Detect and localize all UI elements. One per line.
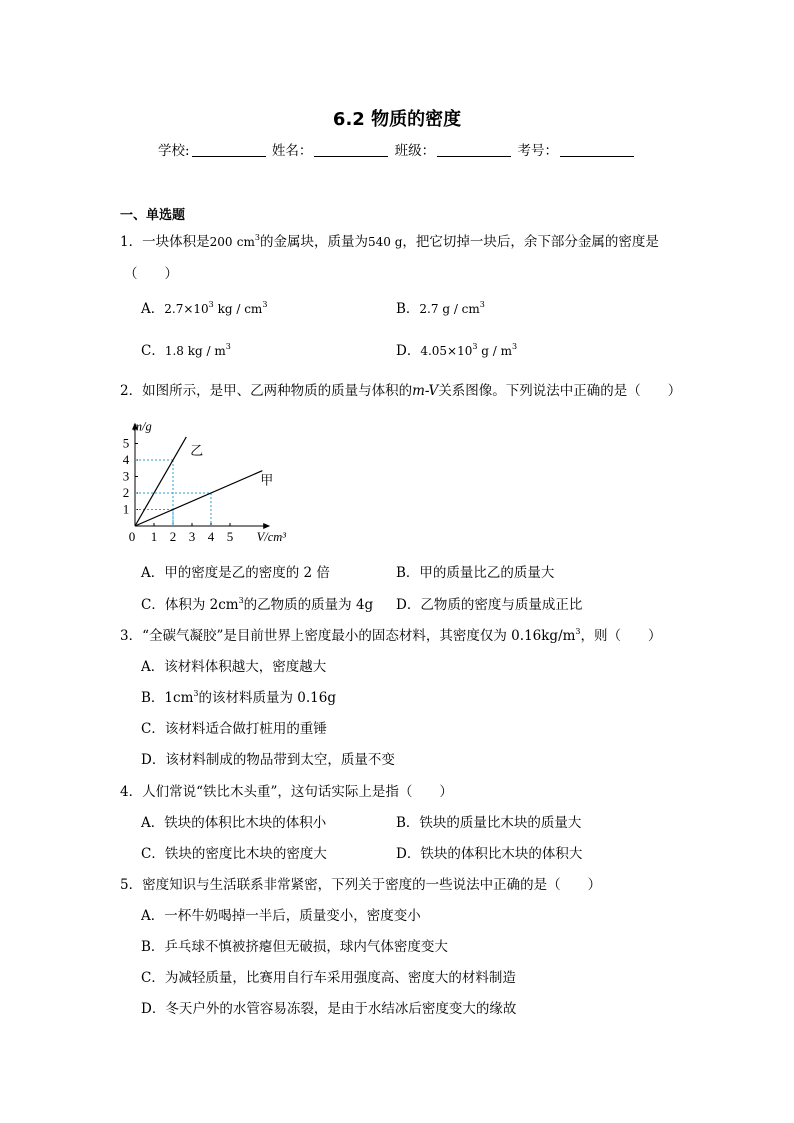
x-tick-label: 1 [150, 529, 158, 544]
school-blank[interactable] [192, 144, 266, 157]
y-tick-label: 1 [122, 501, 130, 517]
q1-option-a[interactable]: A．$2.7\times 10^3$ kg / $cm^3$ [141, 300, 268, 317]
section-heading: 一、单选题 [120, 208, 186, 223]
x-tick-label: 5 [226, 529, 234, 544]
q3-option-c[interactable]: C．该材料适合做打桩用的重锤 [141, 721, 327, 737]
question-1-bracket: （ ） [124, 266, 178, 282]
question-1-stem: 1．一块体积是200 $cm^3$的金属块，质量为540 g，把它切掉一块后，余下部分金属的密度是 [120, 233, 659, 250]
q2-option-c[interactable]: C．体积为 $2cm^3$的乙物质的质量为 4g [141, 596, 374, 613]
student-info-line [0, 139, 794, 159]
school-label: 学校: [158, 143, 190, 159]
question-5-stem: 5．密度知识与生活联系非常紧密，下列关于密度的一些说法中正确的是（ ） [120, 877, 602, 893]
x-tick-label: 0 [128, 529, 136, 544]
q5-option-b[interactable]: B．乒乓球不慎被挤瘪但无破损，球内气体密度变大 [141, 939, 448, 955]
x-tick-label: 3 [188, 529, 196, 544]
q3-option-d[interactable]: D．该材料制成的物品带到太空，质量不变 [141, 752, 395, 768]
mv-graph [115, 410, 300, 550]
y-tick-label: 3 [122, 468, 130, 484]
q1-option-c[interactable]: C．1.8 kg / $m^3$ [141, 342, 231, 359]
x-tick-label: 4 [207, 529, 215, 544]
q3-option-b[interactable]: B．$1cm^3$的该材料质量为 0.16g [141, 689, 336, 706]
q4-option-a[interactable]: A．铁块的体积比木块的体积小 [141, 815, 327, 831]
q5-option-c[interactable]: C．为减轻质量，比赛用自行车采用强度高、密度大的材料制造 [141, 970, 516, 986]
number-blank[interactable] [560, 144, 634, 157]
q4-option-c[interactable]: C．铁块的密度比木块的密度大 [141, 846, 327, 862]
q2-option-d[interactable]: D．乙物质的密度与质量成正比 [396, 597, 583, 613]
x-axis-arrow [263, 523, 270, 529]
y-tick-label: 2 [122, 485, 130, 500]
q5-option-a[interactable]: A．一杯牛奶喝掉一半后，质量变小，密度变小 [141, 908, 421, 924]
number-label: 考号： [517, 143, 558, 159]
y-tick-label: 4 [122, 452, 130, 467]
series-line-jia [135, 471, 262, 526]
series-label-jia: 甲 [260, 472, 274, 488]
page-title: 6.2 物质的密度 [332, 109, 462, 130]
q4-option-b[interactable]: B．铁块的质量比木块的质量大 [396, 815, 582, 831]
q4-option-d[interactable]: D．铁块的体积比木块的体积大 [396, 846, 583, 862]
q1-option-b[interactable]: B．2.7 g / $cm^3$ [396, 300, 485, 317]
q3-option-a[interactable]: A．该材料体积越大，密度越大 [141, 659, 327, 675]
class-label: 班级： [394, 143, 436, 159]
x-axis-label: V/cm³ [256, 530, 287, 544]
name-label: 姓名： [271, 143, 313, 159]
q5-option-d[interactable]: D．冬天户外的水管容易冻裂，是由于水结冰后密度变大的缘故 [141, 1001, 517, 1017]
series-label-yi: 乙 [190, 442, 204, 458]
question-3-stem: 3．“全碳气凝胶”是目前世界上密度最小的固态材料，其密度仅为 $0.16kg/m^3$，则（ ） [120, 627, 662, 644]
name-blank[interactable] [314, 144, 388, 157]
q2-option-b[interactable]: B．甲的质量比乙的质量大 [396, 565, 555, 581]
q1-option-d[interactable]: D．$4.05\times 10^3$ g / $m^3$ [396, 342, 518, 359]
q2-option-a[interactable]: A．甲的密度是乙的密度的 2 倍 [141, 565, 330, 581]
y-tick-label: 5 [122, 435, 130, 451]
question-4-stem: 4．人们常说“铁比木头重”，这句话实际上是指（ ） [120, 784, 453, 800]
class-blank[interactable] [437, 144, 511, 157]
series-line-yi [135, 437, 186, 526]
x-tick-label: 2 [169, 529, 177, 544]
y-axis-label: m/g [133, 419, 152, 434]
question-2-stem: 2．如图所示，是甲、乙两种物质的质量与体积的m-V关系图像。下列说法中正确的是（ ） [120, 383, 682, 399]
